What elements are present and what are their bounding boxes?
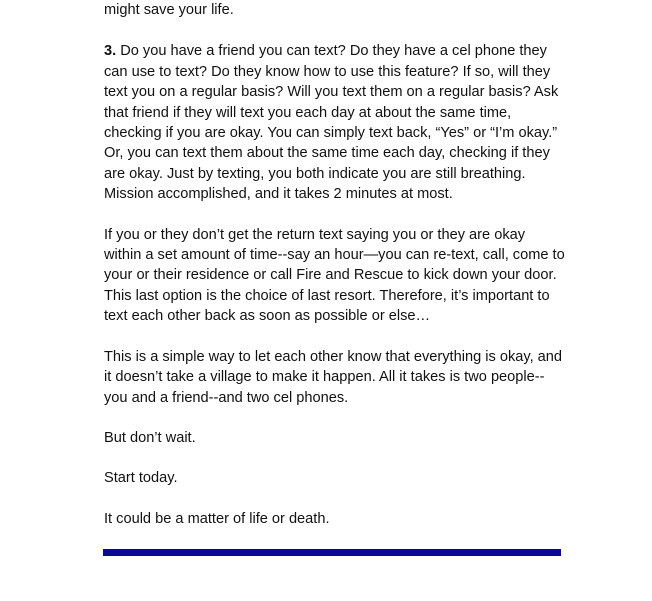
dont-wait-line: But don’t wait. xyxy=(104,429,196,446)
article-body xyxy=(104,0,566,529)
item-number: 3. xyxy=(104,43,117,60)
matter-line: It could be a matter of life or death. xyxy=(104,510,330,527)
item-3-text: Do you have a friend you can text? Do they have a cel phone they can use to text? Do they know how to use this feature? If so, will they text you on a regular basis? Will you text them on a regular basis? Ask that friend if they will text you each day at about the same time, checking if you are okay. You can simply text back, “Yes” or “I’m okay.” Or, you can text them about the same time each day, checking if they are okay. Just by texting, you both indicate you are still breathing. Mission accomplished, and it takes 2 minutes at most. xyxy=(104,43,559,203)
start-today-line: Start today. xyxy=(104,470,178,487)
section-divider xyxy=(103,549,561,556)
intro-tail-text: might save your life. xyxy=(104,2,234,18)
followup-paragraph: If you or they don’t get the return text saying you or they are okay within a set amount of time--say an hour—you can re-text, call, come to your or their residence or call Fire and Rescue to kick down your door. This last option is the choice of last resort. Therefore, it’s important to text each other back as soon as possible or else… xyxy=(104,226,565,325)
simple-way-paragraph: This is a simple way to let each other know that everything is okay, and it doesn’t take a village to make it happen. All it takes is two people--you and a friend--and two cel phones. xyxy=(104,348,563,406)
item-3-paragraph xyxy=(104,41,566,204)
